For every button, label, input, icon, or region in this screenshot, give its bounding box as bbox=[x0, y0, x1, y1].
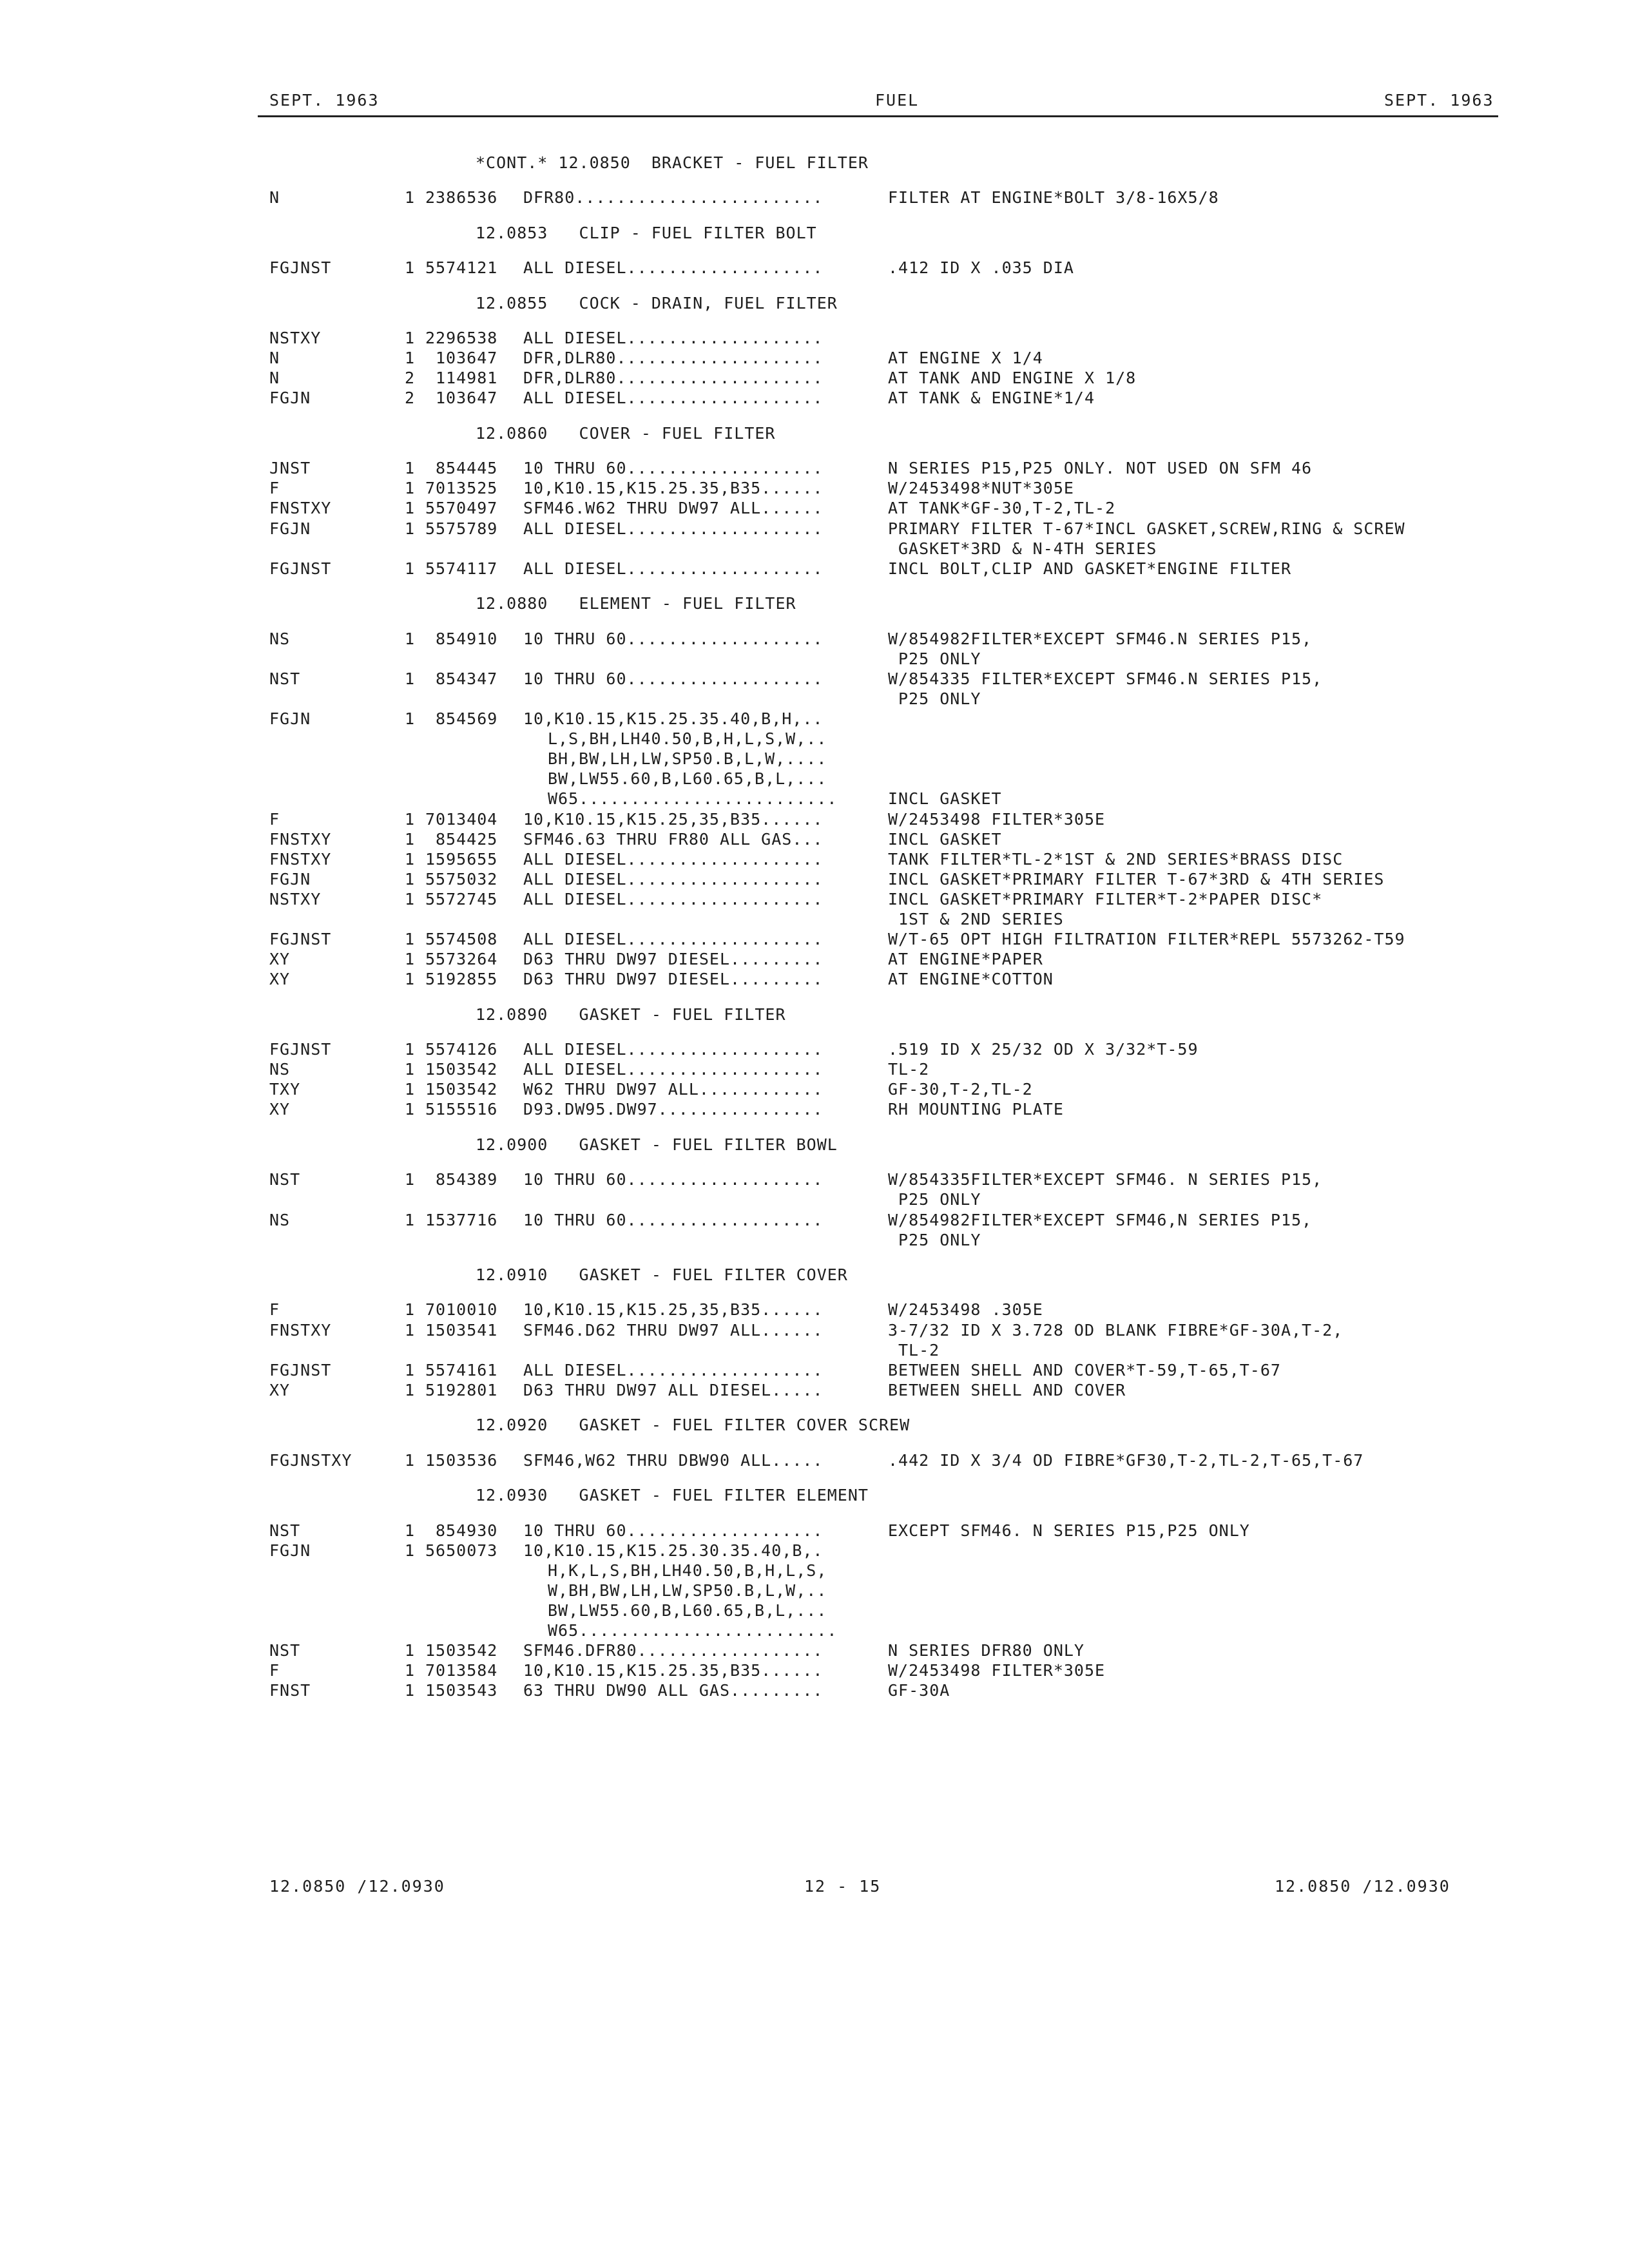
header-section-title: FUEL bbox=[875, 91, 920, 110]
quantity: 1 bbox=[405, 1170, 416, 1189]
part-note: W/854982FILTER*EXCEPT SFM46,N SERIES P15, bbox=[888, 1211, 1313, 1229]
part-number: 1503543 bbox=[425, 1681, 498, 1700]
model-codes: XY bbox=[269, 950, 291, 968]
quantity: 1 bbox=[405, 1521, 416, 1540]
header-rule bbox=[258, 115, 1498, 117]
part-number: 854569 bbox=[436, 709, 498, 728]
application-description: ALL DIESEL................... bbox=[523, 1361, 824, 1379]
quantity: 1 bbox=[405, 479, 416, 497]
part-note: PRIMARY FILTER T-67*INCL GASKET,SCREW,RING & SCREW bbox=[888, 519, 1405, 538]
model-codes: FNSTXY bbox=[269, 830, 332, 849]
section-heading: 12.0880 ELEMENT - FUEL FILTER bbox=[476, 594, 796, 613]
part-number: 1503542 bbox=[425, 1080, 498, 1099]
part-note: TL-2 bbox=[888, 1060, 930, 1079]
part-note: EXCEPT SFM46. N SERIES P15,P25 ONLY bbox=[888, 1521, 1250, 1540]
part-number: 5192855 bbox=[425, 970, 498, 988]
application-description: DFR80........................ bbox=[523, 188, 824, 207]
model-codes: N bbox=[269, 188, 280, 207]
application-description-continued: W65......................... bbox=[548, 1621, 838, 1640]
application-description: ALL DIESEL................... bbox=[523, 329, 824, 347]
part-note: AT ENGINE X 1/4 bbox=[888, 349, 1043, 367]
part-note-continued: P25 ONLY bbox=[898, 689, 981, 708]
section-heading: 12.0920 GASKET - FUEL FILTER COVER SCREW bbox=[476, 1416, 911, 1434]
application-description: SFM46.D62 THRU DW97 ALL...... bbox=[523, 1321, 824, 1340]
part-number: 7013404 bbox=[425, 810, 498, 829]
part-number: 1503542 bbox=[425, 1060, 498, 1079]
model-codes: N bbox=[269, 349, 280, 367]
application-description: D63 THRU DW97 DIESEL......... bbox=[523, 970, 824, 988]
quantity: 2 bbox=[405, 389, 416, 407]
application-description: 10,K10.15,K15.25.35,B35...... bbox=[523, 1661, 824, 1680]
application-description: ALL DIESEL................... bbox=[523, 1040, 824, 1059]
application-description-continued: BH,BW,LH,LW,SP50.B,L,W,.... bbox=[548, 749, 827, 768]
quantity: 1 bbox=[405, 1040, 416, 1059]
model-codes: F bbox=[269, 479, 280, 497]
quantity: 1 bbox=[405, 258, 416, 277]
part-note: W/T-65 OPT HIGH FILTRATION FILTER*REPL 5573262-T59 bbox=[888, 930, 1405, 948]
part-number: 1537716 bbox=[425, 1211, 498, 1229]
part-number: 7013584 bbox=[425, 1661, 498, 1680]
part-note: W/2453498*NUT*305E bbox=[888, 479, 1074, 497]
part-note: FILTER AT ENGINE*BOLT 3/8-16X5/8 bbox=[888, 188, 1219, 207]
quantity: 1 bbox=[405, 830, 416, 849]
section-heading: 12.0910 GASKET - FUEL FILTER COVER bbox=[476, 1265, 848, 1284]
model-codes: FGJN bbox=[269, 870, 311, 889]
part-number: 5572745 bbox=[425, 890, 498, 908]
application-description: ALL DIESEL................... bbox=[523, 870, 824, 889]
quantity: 1 bbox=[405, 930, 416, 948]
model-codes: XY bbox=[269, 970, 291, 988]
application-description-continued: H,K,L,S,BH,LH40.50,B,H,L,S, bbox=[548, 1561, 827, 1580]
model-codes: FGJN bbox=[269, 709, 311, 728]
part-note-continued: P25 ONLY bbox=[898, 1231, 981, 1249]
quantity: 1 bbox=[405, 499, 416, 517]
model-codes: FGJNST bbox=[269, 1361, 332, 1379]
model-codes: NSTXY bbox=[269, 890, 322, 908]
part-note-continued: 1ST & 2ND SERIES bbox=[898, 910, 1064, 928]
model-codes: NST bbox=[269, 1641, 301, 1660]
model-codes: FNST bbox=[269, 1681, 311, 1700]
part-number: 7010010 bbox=[425, 1300, 498, 1319]
application-description: ALL DIESEL................... bbox=[523, 890, 824, 908]
quantity: 2 bbox=[405, 369, 416, 387]
part-note: BETWEEN SHELL AND COVER bbox=[888, 1381, 1126, 1399]
model-codes: JNST bbox=[269, 459, 311, 477]
part-note: INCL BOLT,CLIP AND GASKET*ENGINE FILTER bbox=[888, 559, 1291, 578]
quantity: 1 bbox=[405, 629, 416, 648]
part-note: W/854335FILTER*EXCEPT SFM46. N SERIES P15, bbox=[888, 1170, 1323, 1189]
quantity: 1 bbox=[405, 950, 416, 968]
application-description: W62 THRU DW97 ALL............ bbox=[523, 1080, 824, 1099]
part-note: INCL GASKET bbox=[888, 830, 1002, 849]
model-codes: NST bbox=[269, 669, 301, 688]
part-note: AT TANK AND ENGINE X 1/8 bbox=[888, 369, 1137, 387]
part-note: RH MOUNTING PLATE bbox=[888, 1100, 1064, 1119]
part-number: 5650073 bbox=[425, 1541, 498, 1560]
part-number: 5574126 bbox=[425, 1040, 498, 1059]
section-heading: 12.0860 COVER - FUEL FILTER bbox=[476, 424, 776, 443]
part-note: INCL GASKET*PRIMARY FILTER T-67*3RD & 4TH SERIES bbox=[888, 870, 1385, 889]
model-codes: FGJNST bbox=[269, 258, 332, 277]
application-description: 10 THRU 60................... bbox=[523, 1211, 824, 1229]
application-description: 10 THRU 60................... bbox=[523, 629, 824, 648]
application-description: ALL DIESEL................... bbox=[523, 930, 824, 948]
model-codes: FGJNSTXY bbox=[269, 1451, 352, 1470]
part-number: 5573264 bbox=[425, 950, 498, 968]
quantity: 1 bbox=[405, 1060, 416, 1079]
part-note: INCL GASKET bbox=[888, 789, 1002, 808]
part-note: INCL GASKET*PRIMARY FILTER*T-2*PAPER DISC* bbox=[888, 890, 1323, 908]
quantity: 1 bbox=[405, 349, 416, 367]
part-note: 3-7/32 ID X 3.728 OD BLANK FIBRE*GF-30A,T-2, bbox=[888, 1321, 1344, 1340]
application-description: 10 THRU 60................... bbox=[523, 669, 824, 688]
page-number: 12 - 15 bbox=[804, 1877, 882, 1896]
quantity: 1 bbox=[405, 870, 416, 889]
part-note: GF-30,T-2,TL-2 bbox=[888, 1080, 1033, 1099]
header-right-date: SEPT. 1963 bbox=[1384, 91, 1494, 110]
quantity: 1 bbox=[405, 1661, 416, 1680]
model-codes: NST bbox=[269, 1521, 301, 1540]
model-codes: NS bbox=[269, 1211, 291, 1229]
application-description: 10,K10.15,K15.25,35,B35...... bbox=[523, 1300, 824, 1319]
part-note: AT ENGINE*COTTON bbox=[888, 970, 1054, 988]
application-description: SFM46.DFR80.................. bbox=[523, 1641, 824, 1660]
model-codes: XY bbox=[269, 1100, 291, 1119]
quantity: 1 bbox=[405, 890, 416, 908]
section-heading: 12.0855 COCK - DRAIN, FUEL FILTER bbox=[476, 294, 838, 312]
application-description: D93.DW95.DW97................ bbox=[523, 1100, 824, 1119]
quantity: 1 bbox=[405, 1080, 416, 1099]
part-number: 1503541 bbox=[425, 1321, 498, 1340]
quantity: 1 bbox=[405, 188, 416, 207]
quantity: 1 bbox=[405, 329, 416, 347]
quantity: 1 bbox=[405, 1100, 416, 1119]
model-codes: FNSTXY bbox=[269, 1321, 332, 1340]
quantity: 1 bbox=[405, 1451, 416, 1470]
model-codes: N bbox=[269, 369, 280, 387]
model-codes: TXY bbox=[269, 1080, 301, 1099]
application-description: 10,K10.15,K15.25.35,B35...... bbox=[523, 479, 824, 497]
part-number: 1503536 bbox=[425, 1451, 498, 1470]
part-number: 5575032 bbox=[425, 870, 498, 889]
model-codes: NST bbox=[269, 1170, 301, 1189]
quantity: 1 bbox=[405, 459, 416, 477]
model-codes: XY bbox=[269, 1381, 291, 1399]
part-note: W/2453498 .305E bbox=[888, 1300, 1043, 1319]
model-codes: F bbox=[269, 1661, 280, 1680]
application-description: ALL DIESEL................... bbox=[523, 258, 824, 277]
application-description: 10,K10.15,K15.25.35.40,B,H,.. bbox=[523, 709, 824, 728]
application-description: 10 THRU 60................... bbox=[523, 459, 824, 477]
part-note: .519 ID X 25/32 OD X 3/32*T-59 bbox=[888, 1040, 1199, 1059]
quantity: 1 bbox=[405, 1541, 416, 1560]
application-description: 10 THRU 60................... bbox=[523, 1521, 824, 1540]
part-note: .412 ID X .035 DIA bbox=[888, 258, 1074, 277]
application-description: D63 THRU DW97 ALL DIESEL..... bbox=[523, 1381, 824, 1399]
part-number: 7013525 bbox=[425, 479, 498, 497]
part-number: 2386536 bbox=[425, 188, 498, 207]
application-description: ALL DIESEL................... bbox=[523, 1060, 824, 1079]
footer-left-range: 12.0850 /12.0930 bbox=[269, 1877, 445, 1896]
application-description: SFM46.W62 THRU DW97 ALL...... bbox=[523, 499, 824, 517]
part-number: 854445 bbox=[436, 459, 498, 477]
quantity: 1 bbox=[405, 1641, 416, 1660]
part-number: 854930 bbox=[436, 1521, 498, 1540]
quantity: 1 bbox=[405, 1681, 416, 1700]
part-note: W/854335 FILTER*EXCEPT SFM46.N SERIES P15, bbox=[888, 669, 1323, 688]
part-note: N SERIES DFR80 ONLY bbox=[888, 1641, 1084, 1660]
application-description-continued: BW,LW55.60,B,L60.65,B,L,... bbox=[548, 769, 827, 788]
part-number: 854347 bbox=[436, 669, 498, 688]
model-codes: FGJN bbox=[269, 1541, 311, 1560]
quantity: 1 bbox=[405, 709, 416, 728]
part-number: 854425 bbox=[436, 830, 498, 849]
part-note: BETWEEN SHELL AND COVER*T-59,T-65,T-67 bbox=[888, 1361, 1281, 1379]
application-description: DFR,DLR80.................... bbox=[523, 349, 824, 367]
section-heading: 12.0930 GASKET - FUEL FILTER ELEMENT bbox=[476, 1486, 869, 1504]
model-codes: F bbox=[269, 1300, 280, 1319]
part-number: 5574117 bbox=[425, 559, 498, 578]
quantity: 1 bbox=[405, 559, 416, 578]
part-note: AT ENGINE*PAPER bbox=[888, 950, 1043, 968]
part-number: 854389 bbox=[436, 1170, 498, 1189]
application-description: D63 THRU DW97 DIESEL......... bbox=[523, 950, 824, 968]
model-codes: FGJNST bbox=[269, 1040, 332, 1059]
application-description: ALL DIESEL................... bbox=[523, 559, 824, 578]
quantity: 1 bbox=[405, 1381, 416, 1399]
model-codes: FGJNST bbox=[269, 930, 332, 948]
application-description: DFR,DLR80.................... bbox=[523, 369, 824, 387]
part-note: W/2453498 FILTER*305E bbox=[888, 810, 1106, 829]
application-description: ALL DIESEL................... bbox=[523, 850, 824, 869]
section-heading: *CONT.* 12.0850 BRACKET - FUEL FILTER bbox=[476, 153, 869, 172]
part-number: 1595655 bbox=[425, 850, 498, 869]
part-note: N SERIES P15,P25 ONLY. NOT USED ON SFM 46 bbox=[888, 459, 1313, 477]
part-number: 5192801 bbox=[425, 1381, 498, 1399]
application-description: ALL DIESEL................... bbox=[523, 519, 824, 538]
model-codes: F bbox=[269, 810, 280, 829]
model-codes: NS bbox=[269, 1060, 291, 1079]
part-number: 5570497 bbox=[425, 499, 498, 517]
quantity: 1 bbox=[405, 1211, 416, 1229]
application-description-continued: W,BH,BW,LH,LW,SP50.B,L,W,.. bbox=[548, 1581, 827, 1600]
application-description-continued: BW,LW55.60,B,L60.65,B,L,... bbox=[548, 1601, 827, 1620]
application-description: SFM46.63 THRU FR80 ALL GAS... bbox=[523, 830, 824, 849]
application-description: ALL DIESEL................... bbox=[523, 389, 824, 407]
part-number: 1503542 bbox=[425, 1641, 498, 1660]
part-number: 103647 bbox=[436, 389, 498, 407]
application-description-continued: W65......................... bbox=[548, 789, 838, 808]
part-note: .442 ID X 3/4 OD FIBRE*GF30,T-2,TL-2,T-65,T-67 bbox=[888, 1451, 1364, 1470]
quantity: 1 bbox=[405, 1361, 416, 1379]
quantity: 1 bbox=[405, 970, 416, 988]
part-note: W/2453498 FILTER*305E bbox=[888, 1661, 1106, 1680]
model-codes: NS bbox=[269, 629, 291, 648]
part-number: 5155516 bbox=[425, 1100, 498, 1119]
part-note: AT TANK*GF-30,T-2,TL-2 bbox=[888, 499, 1116, 517]
model-codes: FGJNST bbox=[269, 559, 332, 578]
application-description: 10,K10.15,K15.25.30.35.40,B,. bbox=[523, 1541, 824, 1560]
part-number: 5574161 bbox=[425, 1361, 498, 1379]
application-description: SFM46,W62 THRU DBW90 ALL..... bbox=[523, 1451, 824, 1470]
model-codes: FNSTXY bbox=[269, 850, 332, 869]
quantity: 1 bbox=[405, 810, 416, 829]
application-description-continued: L,S,BH,LH40.50,B,H,L,S,W,.. bbox=[548, 729, 827, 748]
quantity: 1 bbox=[405, 1300, 416, 1319]
part-number: 114981 bbox=[436, 369, 498, 387]
quantity: 1 bbox=[405, 669, 416, 688]
header-left-date: SEPT. 1963 bbox=[269, 91, 380, 110]
section-heading: 12.0900 GASKET - FUEL FILTER BOWL bbox=[476, 1135, 838, 1154]
application-description: 63 THRU DW90 ALL GAS......... bbox=[523, 1681, 824, 1700]
model-codes: NSTXY bbox=[269, 329, 322, 347]
part-number: 103647 bbox=[436, 349, 498, 367]
part-number: 854910 bbox=[436, 629, 498, 648]
part-note-continued: GASKET*3RD & N-4TH SERIES bbox=[898, 539, 1157, 558]
application-description: 10,K10.15,K15.25,35,B35...... bbox=[523, 810, 824, 829]
model-codes: FNSTXY bbox=[269, 499, 332, 517]
quantity: 1 bbox=[405, 850, 416, 869]
part-note-continued: P25 ONLY bbox=[898, 1190, 981, 1209]
part-note: AT TANK & ENGINE*1/4 bbox=[888, 389, 1095, 407]
part-note: TANK FILTER*TL-2*1ST & 2ND SERIES*BRASS DISC bbox=[888, 850, 1344, 869]
part-note-continued: TL-2 bbox=[898, 1341, 940, 1360]
footer-right-range: 12.0850 /12.0930 bbox=[1275, 1877, 1451, 1896]
section-heading: 12.0853 CLIP - FUEL FILTER BOLT bbox=[476, 224, 817, 242]
part-number: 5574508 bbox=[425, 930, 498, 948]
application-description: 10 THRU 60................... bbox=[523, 1170, 824, 1189]
quantity: 1 bbox=[405, 1321, 416, 1340]
part-number: 5575789 bbox=[425, 519, 498, 538]
part-note-continued: P25 ONLY bbox=[898, 649, 981, 668]
section-heading: 12.0890 GASKET - FUEL FILTER bbox=[476, 1005, 786, 1024]
model-codes: FGJN bbox=[269, 389, 311, 407]
part-note: W/854982FILTER*EXCEPT SFM46.N SERIES P15, bbox=[888, 629, 1313, 648]
part-note: GF-30A bbox=[888, 1681, 950, 1700]
part-number: 5574121 bbox=[425, 258, 498, 277]
part-number: 2296538 bbox=[425, 329, 498, 347]
quantity: 1 bbox=[405, 519, 416, 538]
model-codes: FGJN bbox=[269, 519, 311, 538]
